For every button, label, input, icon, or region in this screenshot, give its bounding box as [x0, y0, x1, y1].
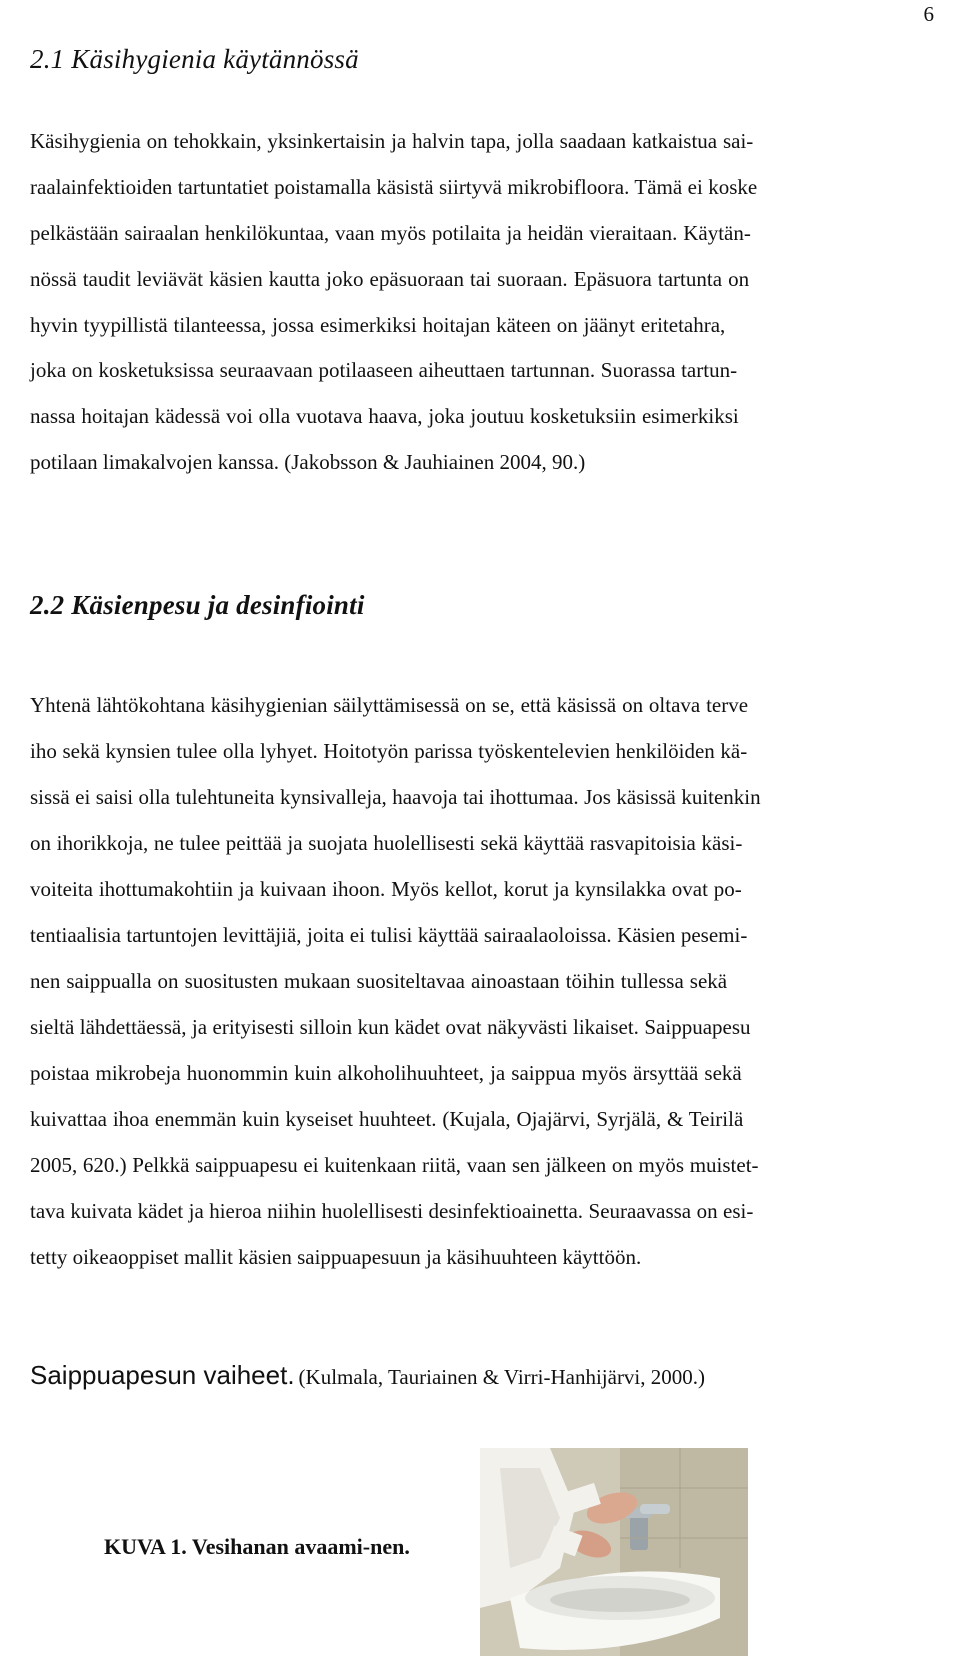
section-heading-2-2: 2.2 Käsienpesu ja desinfiointi	[30, 590, 365, 620]
paragraph-line: raalainfektioiden tartuntatiet poistamalla käsistä siirtyvä mikrobifloora. Tämä ei koske	[30, 175, 758, 199]
paragraph-line: poistaa mikrobeja huonommin kuin alkoholihuuhteet, ja saippua myös ärsyttää sekä	[30, 1061, 742, 1085]
steps-citation: (Kulmala, Tauriainen & Virri-Hanhijärvi, 2000.)	[298, 1365, 706, 1389]
paragraph-line: tava kuivata kädet ja hieroa niihin huolellisesti desinfektioainetta. Seuraavassa on esi-	[30, 1199, 754, 1223]
paragraph-line: nassa hoitajan kädessä voi olla vuotava haava, joka joutuu kosketuksiin esimerkiksi	[30, 404, 739, 428]
figure-caption: KUVA 1. Vesihanan avaami-nen.	[104, 1534, 410, 1559]
paragraph-line: Käsihygienia on tehokkain, yksinkertaisin ja halvin tapa, jolla saadaan katkaistua sai-	[30, 129, 754, 153]
paragraph-line: kuivattaa ihoa enemmän kuin kyseiset huuhteet. (Kujala, Ojajärvi, Syrjälä, & Teirilä	[30, 1107, 744, 1131]
paragraph-line: pelkästään sairaalan henkilökuntaa, vaan myös potilaita ja heidän vieraitaan. Käytän-	[30, 221, 751, 245]
paragraph-line: nössä taudit leviävät käsien kautta joko epäsuoraan tai suoraan. Epäsuora tartunta on	[30, 267, 750, 291]
paragraph-line: iho sekä kynsien tulee olla lyhyet. Hoitotyön parissa työskentelevien henkilöiden kä-	[30, 739, 748, 763]
paragraph-line: hyvin tyypillistä tilanteessa, jossa esimerkiksi hoitajan käteen on jäänyt eritetahra,	[30, 313, 726, 337]
paragraph-line: tetty oikeaoppiset mallit käsien saippuapesuun ja käsihuuhteen käyttöön.	[30, 1245, 642, 1269]
paragraph-line: Yhtenä lähtökohtana käsihygienian säilyttämisessä on se, että käsissä on oltava terve	[30, 693, 749, 717]
paragraph-line: voiteita ihottumakohtiin ja kuivaan ihoon. Myös kellot, korut ja kynsilakka ovat po-	[30, 877, 742, 901]
paragraph-line: nen saippualla on suositusten mukaan suositeltavaa ainoastaan töihin tullessa sekä	[30, 969, 728, 993]
paragraph-line: tentiaalisia tartuntojen levittäjiä, joita ei tulisi käyttää sairaalaoloissa. Käsien pesemi-	[30, 923, 748, 947]
paragraph-line: sissä ei saisi olla tulehtuneita kynsivalleja, haavoja tai ihottumaa. Jos käsissä kuitenkin	[30, 785, 761, 809]
steps-heading	[30, 1360, 705, 1391]
steps-title: Saippuapesun vaiheet.	[30, 1360, 295, 1390]
paragraph-line: sieltä lähdettäessä, ja erityisesti silloin kun kädet ovat näkyvästi likaiset. Saippuapesu	[30, 1015, 751, 1039]
paragraph-line: joka on kosketuksissa seuraavaan potilaaseen aiheuttaen tartunnan. Suorassa tartun-	[30, 358, 738, 382]
paragraph-line: 2005, 620.) Pelkkä saippuapesu ei kuitenkaan riitä, vaan sen jälkeen on myös muistet-	[30, 1153, 759, 1177]
section-heading-2-1: 2.1 Käsihygienia käytännössä	[30, 44, 359, 74]
paragraph-line: on ihorikkoja, ne tulee peittää ja suojata huolellisesti sekä käyttää rasvapitoisia käsi-	[30, 831, 743, 855]
paragraph-line: potilaan limakalvojen kanssa. (Jakobsson & Jauhiainen 2004, 90.)	[30, 450, 586, 474]
hand-washing-photo	[480, 1448, 748, 1656]
page-number: 6	[923, 2, 934, 26]
